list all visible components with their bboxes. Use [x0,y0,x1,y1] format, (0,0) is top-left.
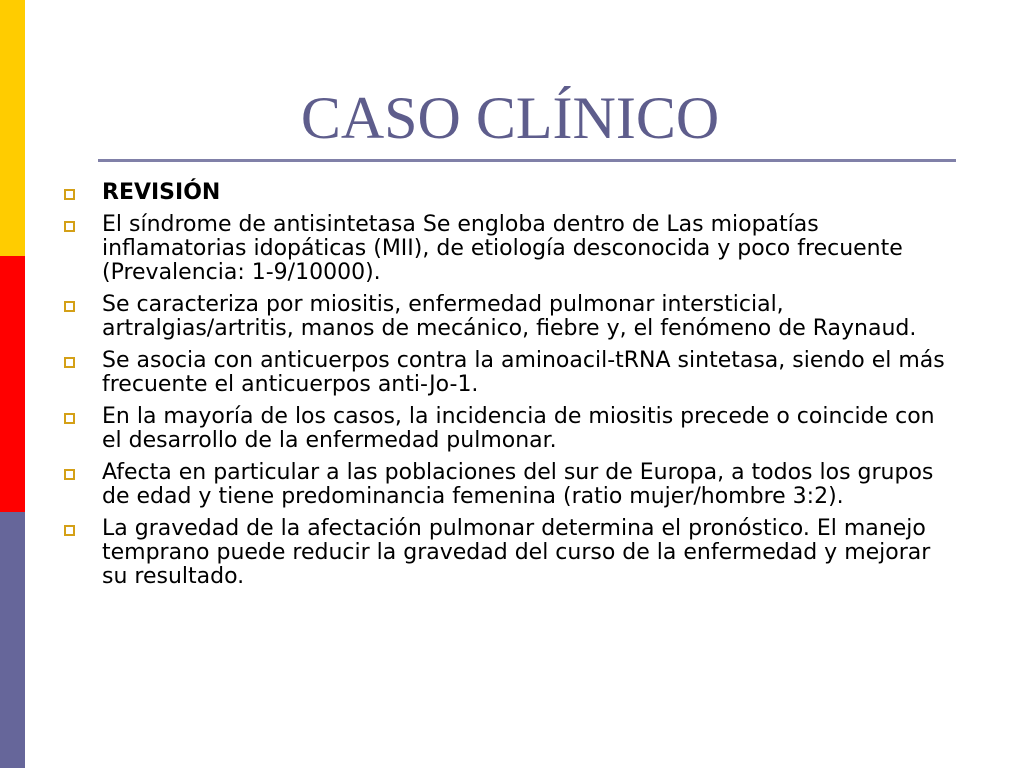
left-bar-yellow-segment [0,0,25,256]
bullet-icon [64,413,75,424]
slide-title: CASO CLÍNICO [300,85,720,151]
bullet-item-antibodies [60,349,960,397]
bullet-text: En la mayoría de los casos, la incidencia de miositis precede o coincide con el desarrollo de la enfermedad pulmonar. [102,404,935,453]
bullet-icon [64,189,75,200]
bullet-text: REVISIÓN [102,180,221,205]
bullet-item-definition [60,213,960,285]
bullet-list [60,181,960,597]
bullet-icon [64,469,75,480]
bullet-text: Afecta en particular a las poblaciones del sur de Europa, a todos los grupos de edad y tiene predominancia femenina (ratio mujer/hombre 3:2). [102,460,934,509]
title-underline [98,159,956,162]
bullet-item-revision [60,181,960,205]
left-bar-purple-segment [0,512,25,768]
bullet-text: El síndrome de antisintetasa Se engloba dentro de Las miopatías inflamatorias idopáticas (MII), de etiología desconocida y poco frecuente (Prevalencia: 1-9/10000). [102,212,903,285]
bullet-text: La gravedad de la afectación pulmonar determina el pronóstico. El manejo temprano puede reducir la gravedad del curso de la enfermedad y mejorar su resultado. [102,516,931,589]
bullet-item-epidemiology [60,461,960,509]
bullet-item-onset [60,405,960,453]
bullet-text: Se asocia con anticuerpos contra la aminoacil-tRNA sintetasa, siendo el más frecuente el anticuerpos anti-Jo-1. [102,348,945,397]
bullet-icon [64,525,75,536]
left-bar-red-segment [0,256,25,512]
bullet-icon [64,221,75,232]
bullet-item-prognosis [60,517,960,589]
bullet-icon [64,357,75,368]
bullet-text: Se caracteriza por miositis, enfermedad pulmonar intersticial, artralgias/artritis, manos de mecánico, fiebre y, el fenómeno de Raynaud. [102,292,917,341]
left-color-bar [0,0,25,768]
bullet-item-symptoms [60,293,960,341]
bullet-icon [64,301,75,312]
